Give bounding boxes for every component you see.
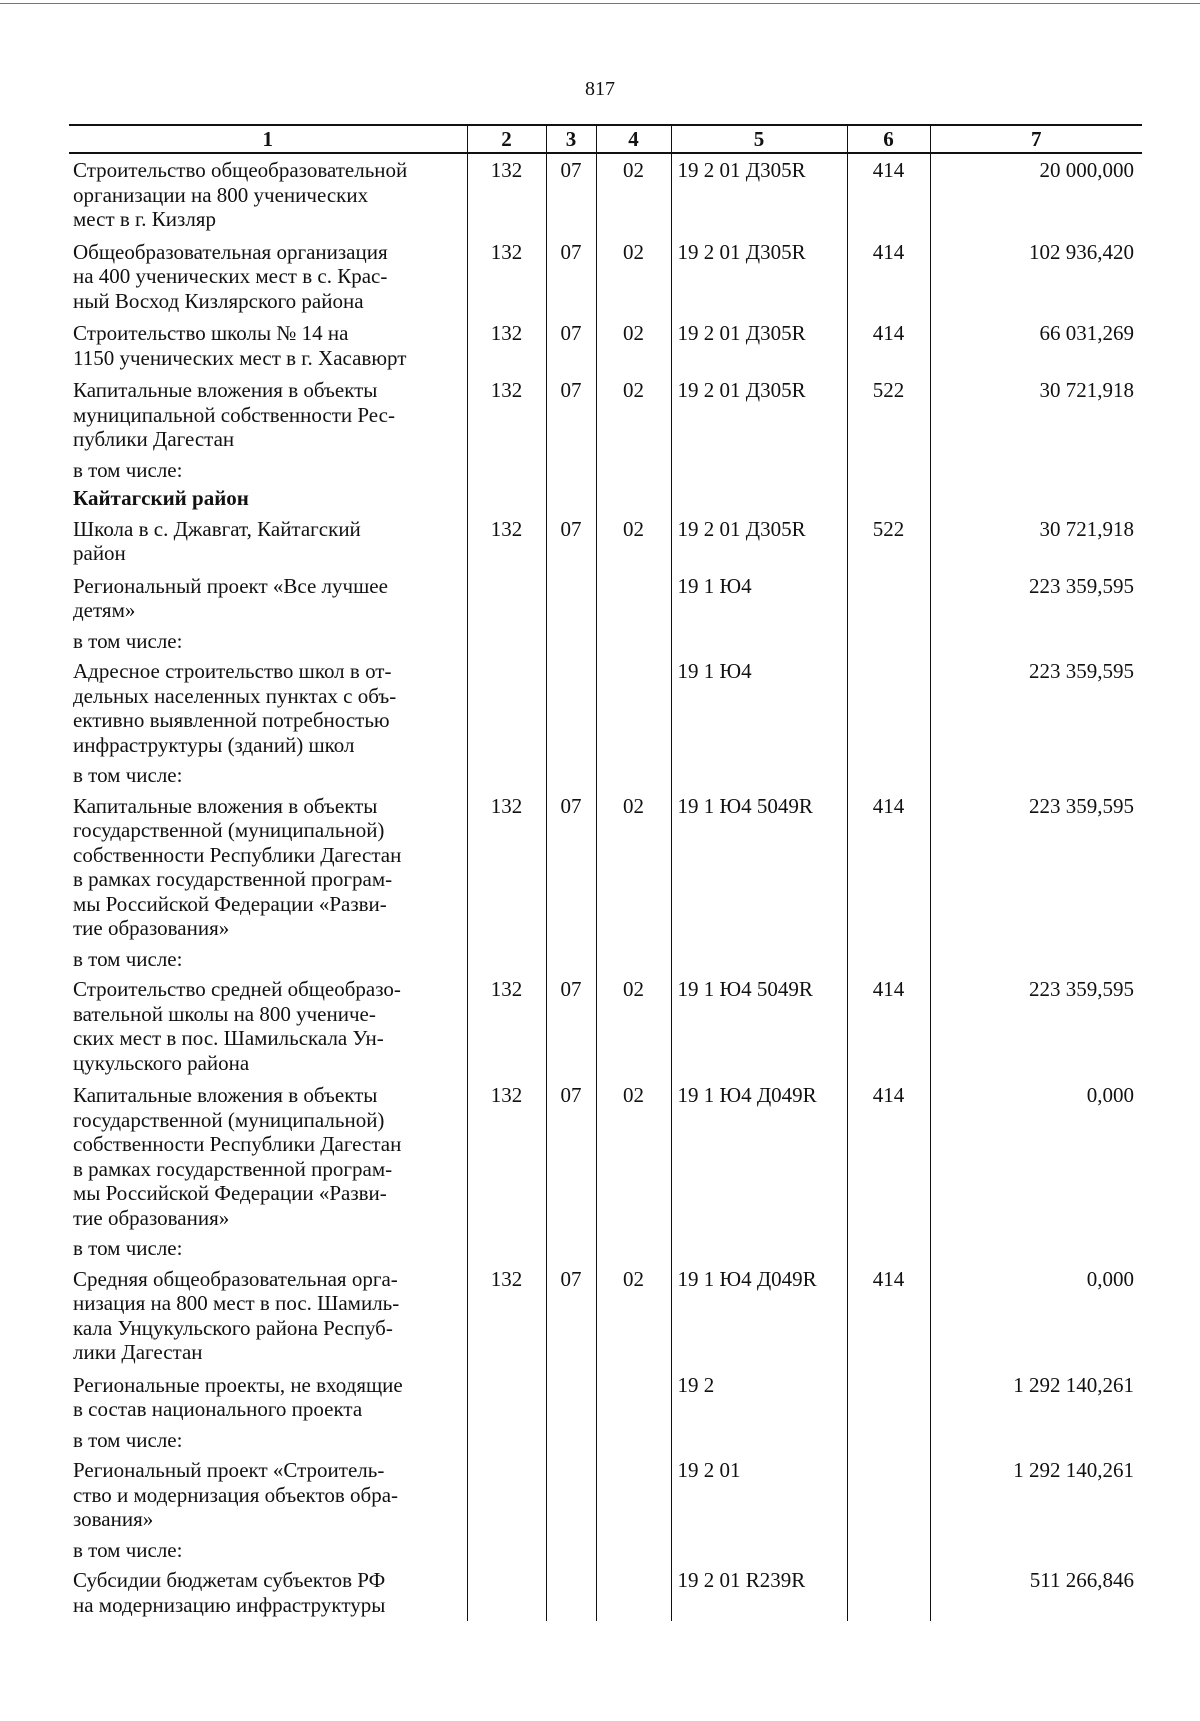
kved-code xyxy=(467,484,546,513)
expense-type-code: 414 xyxy=(847,153,930,236)
table-row xyxy=(69,1369,1142,1426)
section-code: 07 xyxy=(546,1079,596,1234)
row-name: Школа в с. Джавгат, Кайтагский район xyxy=(73,516,361,565)
table-row xyxy=(69,1234,1142,1263)
target-article-code xyxy=(671,945,847,974)
section-code xyxy=(546,1454,596,1536)
table-row xyxy=(69,761,1142,790)
amount: 66 031,269 xyxy=(930,317,1142,374)
table-row xyxy=(69,153,1142,236)
target-article-code: 19 2 01 xyxy=(671,1454,847,1536)
expense-type-code xyxy=(847,1564,930,1621)
amount: 0,000 xyxy=(930,1079,1142,1234)
row-name: Общеобразовательная организация на 400 ученических мест в с. Крас- ный Восход Кизлярского района xyxy=(73,239,388,313)
expense-type-code xyxy=(847,1426,930,1455)
section-code xyxy=(546,1369,596,1426)
page-number: 817 xyxy=(585,78,615,100)
section-code xyxy=(546,570,596,627)
subsection-code xyxy=(596,1426,671,1455)
kved-code xyxy=(467,655,546,761)
table-row xyxy=(69,484,1142,513)
kved-code: 132 xyxy=(467,790,546,945)
target-article-code: 19 2 xyxy=(671,1369,847,1426)
row-name: Адресное строительство школ в от- дельных населенных пунктах с объ- ективно выявленной потребностью инфраструктуры (зданий) школ xyxy=(73,659,397,757)
column-header: 7 xyxy=(930,125,1142,153)
subsection-code: 02 xyxy=(596,236,671,318)
budget-table xyxy=(69,124,1142,1621)
row-name: Строительство средней общеобразо- вательной школы на 800 учениче- ских мест в пос. Шамильскала Ун- цукульского района xyxy=(73,977,401,1075)
row-name: Региональные проекты, не входящие в состав национального проекта xyxy=(73,1372,403,1421)
kved-code: 132 xyxy=(467,973,546,1079)
kved-code: 132 xyxy=(467,1079,546,1234)
subsection-code xyxy=(596,1564,671,1621)
expense-type-code xyxy=(847,945,930,974)
expense-type-code xyxy=(847,484,930,513)
amount xyxy=(930,456,1142,485)
amount: 102 936,420 xyxy=(930,236,1142,318)
amount: 0,000 xyxy=(930,1263,1142,1369)
amount xyxy=(930,627,1142,656)
subsection-code: 02 xyxy=(596,513,671,570)
expense-type-code: 414 xyxy=(847,790,930,945)
amount: 1 292 140,261 xyxy=(930,1454,1142,1536)
row-name: Капитальные вложения в объекты муниципальной собственности Рес- публики Дагестан xyxy=(73,378,395,451)
table-row xyxy=(69,374,1142,456)
table-row xyxy=(69,570,1142,627)
row-name: Региональный проект «Все лучшее детям» xyxy=(73,573,388,622)
subsection-code: 02 xyxy=(596,374,671,456)
table-row xyxy=(69,236,1142,318)
subsection-code: 02 xyxy=(596,973,671,1079)
table-header-row xyxy=(69,125,1142,153)
table-row xyxy=(69,627,1142,656)
table-row xyxy=(69,1426,1142,1455)
kved-code xyxy=(467,627,546,656)
subsection-code: 02 xyxy=(596,1263,671,1369)
expense-type-code xyxy=(847,1536,930,1565)
expense-type-code xyxy=(847,655,930,761)
row-name: Капитальные вложения в объекты государственной (муниципальной) собственности Республики Дагестан в рамках государственной програм- мы Российской Федерации «Разви- тие образования» xyxy=(73,1083,402,1230)
section-code xyxy=(546,655,596,761)
target-article-code: 19 1 Ю4 xyxy=(671,655,847,761)
subsection-code xyxy=(596,570,671,627)
expense-type-code xyxy=(847,456,930,485)
expense-type-code: 414 xyxy=(847,317,930,374)
subsection-code: 02 xyxy=(596,153,671,236)
column-header: 3 xyxy=(546,125,596,153)
kved-code xyxy=(467,1564,546,1621)
target-article-code xyxy=(671,761,847,790)
target-article-code xyxy=(671,1536,847,1565)
expense-type-code xyxy=(847,1234,930,1263)
row-name: Строительство школы № 14 на 1150 ученических мест в г. Хасавюрт xyxy=(73,321,407,370)
kved-code xyxy=(467,1454,546,1536)
amount: 30 721,918 xyxy=(930,374,1142,456)
table-row xyxy=(69,945,1142,974)
expense-type-code xyxy=(847,1369,930,1426)
kved-code xyxy=(467,1536,546,1565)
target-article-code: 19 1 Ю4 Д049R xyxy=(671,1079,847,1234)
amount: 30 721,918 xyxy=(930,513,1142,570)
amount xyxy=(930,1536,1142,1565)
amount xyxy=(930,1234,1142,1263)
subsection-code xyxy=(596,1454,671,1536)
section-code xyxy=(546,456,596,485)
target-article-code: 19 1 Ю4 xyxy=(671,570,847,627)
subsection-code xyxy=(596,761,671,790)
kved-code: 132 xyxy=(467,236,546,318)
column-header: 4 xyxy=(596,125,671,153)
amount: 223 359,595 xyxy=(930,655,1142,761)
amount: 20 000,000 xyxy=(930,153,1142,236)
subsection-code xyxy=(596,627,671,656)
kved-code xyxy=(467,570,546,627)
row-name: в том числе: xyxy=(73,1537,183,1562)
kved-code xyxy=(467,1234,546,1263)
target-article-code xyxy=(671,456,847,485)
section-code xyxy=(546,627,596,656)
table-row xyxy=(69,1564,1142,1621)
section-code xyxy=(546,1536,596,1565)
subsection-code xyxy=(596,456,671,485)
kved-code xyxy=(467,456,546,485)
row-name: в том числе: xyxy=(73,457,183,482)
expense-type-code xyxy=(847,1454,930,1536)
kved-code: 132 xyxy=(467,317,546,374)
target-article-code: 19 2 01 Д305R xyxy=(671,153,847,236)
subsection-code xyxy=(596,945,671,974)
section-code: 07 xyxy=(546,973,596,1079)
row-name: в том числе: xyxy=(73,1236,183,1260)
expense-type-code: 414 xyxy=(847,1263,930,1369)
section-code: 07 xyxy=(546,790,596,945)
subsection-code xyxy=(596,655,671,761)
amount: 511 266,846 xyxy=(930,1564,1142,1621)
subsection-code: 02 xyxy=(596,1079,671,1234)
expense-type-code xyxy=(847,627,930,656)
subsection-code xyxy=(596,484,671,513)
column-header: 5 xyxy=(671,125,847,153)
subsection-code: 02 xyxy=(596,317,671,374)
amount: 223 359,595 xyxy=(930,973,1142,1079)
expense-type-code: 522 xyxy=(847,513,930,570)
amount: 223 359,595 xyxy=(930,570,1142,627)
expense-type-code: 414 xyxy=(847,236,930,318)
section-code xyxy=(546,1426,596,1455)
table-row xyxy=(69,1454,1142,1536)
row-name: в том числе: xyxy=(73,763,183,787)
target-article-code: 19 1 Ю4 Д049R xyxy=(671,1263,847,1369)
kved-code: 132 xyxy=(467,1263,546,1369)
row-name: Кайтагский район xyxy=(73,486,249,510)
expense-type-code: 414 xyxy=(847,1079,930,1234)
section-code xyxy=(546,945,596,974)
target-article-code xyxy=(671,1426,847,1455)
section-code: 07 xyxy=(546,236,596,318)
column-header: 6 xyxy=(847,125,930,153)
row-name: Капитальные вложения в объекты государственной (муниципальной) собственности Республики Дагестан в рамках государственной програм- мы Российской Федерации «Разви- тие образования» xyxy=(73,793,402,940)
section-code: 07 xyxy=(546,317,596,374)
table-row xyxy=(69,655,1142,761)
expense-type-code: 522 xyxy=(847,374,930,456)
table-row xyxy=(69,790,1142,945)
kved-code: 132 xyxy=(467,513,546,570)
subsection-code xyxy=(596,1536,671,1565)
target-article-code xyxy=(671,484,847,513)
expense-type-code: 414 xyxy=(847,973,930,1079)
row-name: в том числе: xyxy=(73,628,183,653)
subsection-code: 02 xyxy=(596,790,671,945)
section-code: 07 xyxy=(546,153,596,236)
table-row xyxy=(69,1536,1142,1565)
row-name: в том числе: xyxy=(73,1427,183,1452)
target-article-code: 19 1 Ю4 5049R xyxy=(671,790,847,945)
amount xyxy=(930,1426,1142,1455)
row-name: Строительство общеобразовательной организации на 800 ученических мест в г. Кизляр xyxy=(73,158,408,231)
subsection-code xyxy=(596,1234,671,1263)
table-row xyxy=(69,1079,1142,1234)
subsection-code xyxy=(596,1369,671,1426)
kved-code xyxy=(467,1426,546,1455)
kved-code xyxy=(467,761,546,790)
section-code xyxy=(546,761,596,790)
section-code xyxy=(546,1234,596,1263)
row-name: Региональный проект «Строитель- ство и модернизация объектов обра- зования» xyxy=(73,1458,399,1531)
section-code: 07 xyxy=(546,1263,596,1369)
kved-code: 132 xyxy=(467,153,546,236)
section-code xyxy=(546,484,596,513)
row-name: Средняя общеобразовательная орга- низация на 800 мест в пос. Шамиль- кала Унцукульского района Респуб- лики Дагестан xyxy=(73,1266,400,1364)
kved-code xyxy=(467,945,546,974)
section-code: 07 xyxy=(546,513,596,570)
table-row xyxy=(69,513,1142,570)
table-row xyxy=(69,317,1142,374)
section-code xyxy=(546,1564,596,1621)
column-header: 1 xyxy=(69,125,467,153)
amount xyxy=(930,761,1142,790)
target-article-code: 19 2 01 R239R xyxy=(671,1564,847,1621)
kved-code: 132 xyxy=(467,374,546,456)
expense-type-code xyxy=(847,761,930,790)
table-row xyxy=(69,1263,1142,1369)
row-name: Субсидии бюджетам субъектов РФ на модернизацию инфраструктуры xyxy=(73,1568,386,1617)
target-article-code: 19 1 Ю4 5049R xyxy=(671,973,847,1079)
amount: 223 359,595 xyxy=(930,790,1142,945)
amount: 1 292 140,261 xyxy=(930,1369,1142,1426)
target-article-code xyxy=(671,627,847,656)
amount xyxy=(930,484,1142,513)
target-article-code: 19 2 01 Д305R xyxy=(671,236,847,318)
column-header: 2 xyxy=(467,125,546,153)
target-article-code: 19 2 01 Д305R xyxy=(671,317,847,374)
amount xyxy=(930,945,1142,974)
target-article-code xyxy=(671,1234,847,1263)
section-code: 07 xyxy=(546,374,596,456)
table-row xyxy=(69,456,1142,485)
row-name: в том числе: xyxy=(73,946,183,971)
scan-top-edge xyxy=(0,3,1200,4)
expense-type-code xyxy=(847,570,930,627)
target-article-code: 19 2 01 Д305R xyxy=(671,374,847,456)
table-row xyxy=(69,973,1142,1079)
kved-code xyxy=(467,1369,546,1426)
target-article-code: 19 2 01 Д305R xyxy=(671,513,847,570)
